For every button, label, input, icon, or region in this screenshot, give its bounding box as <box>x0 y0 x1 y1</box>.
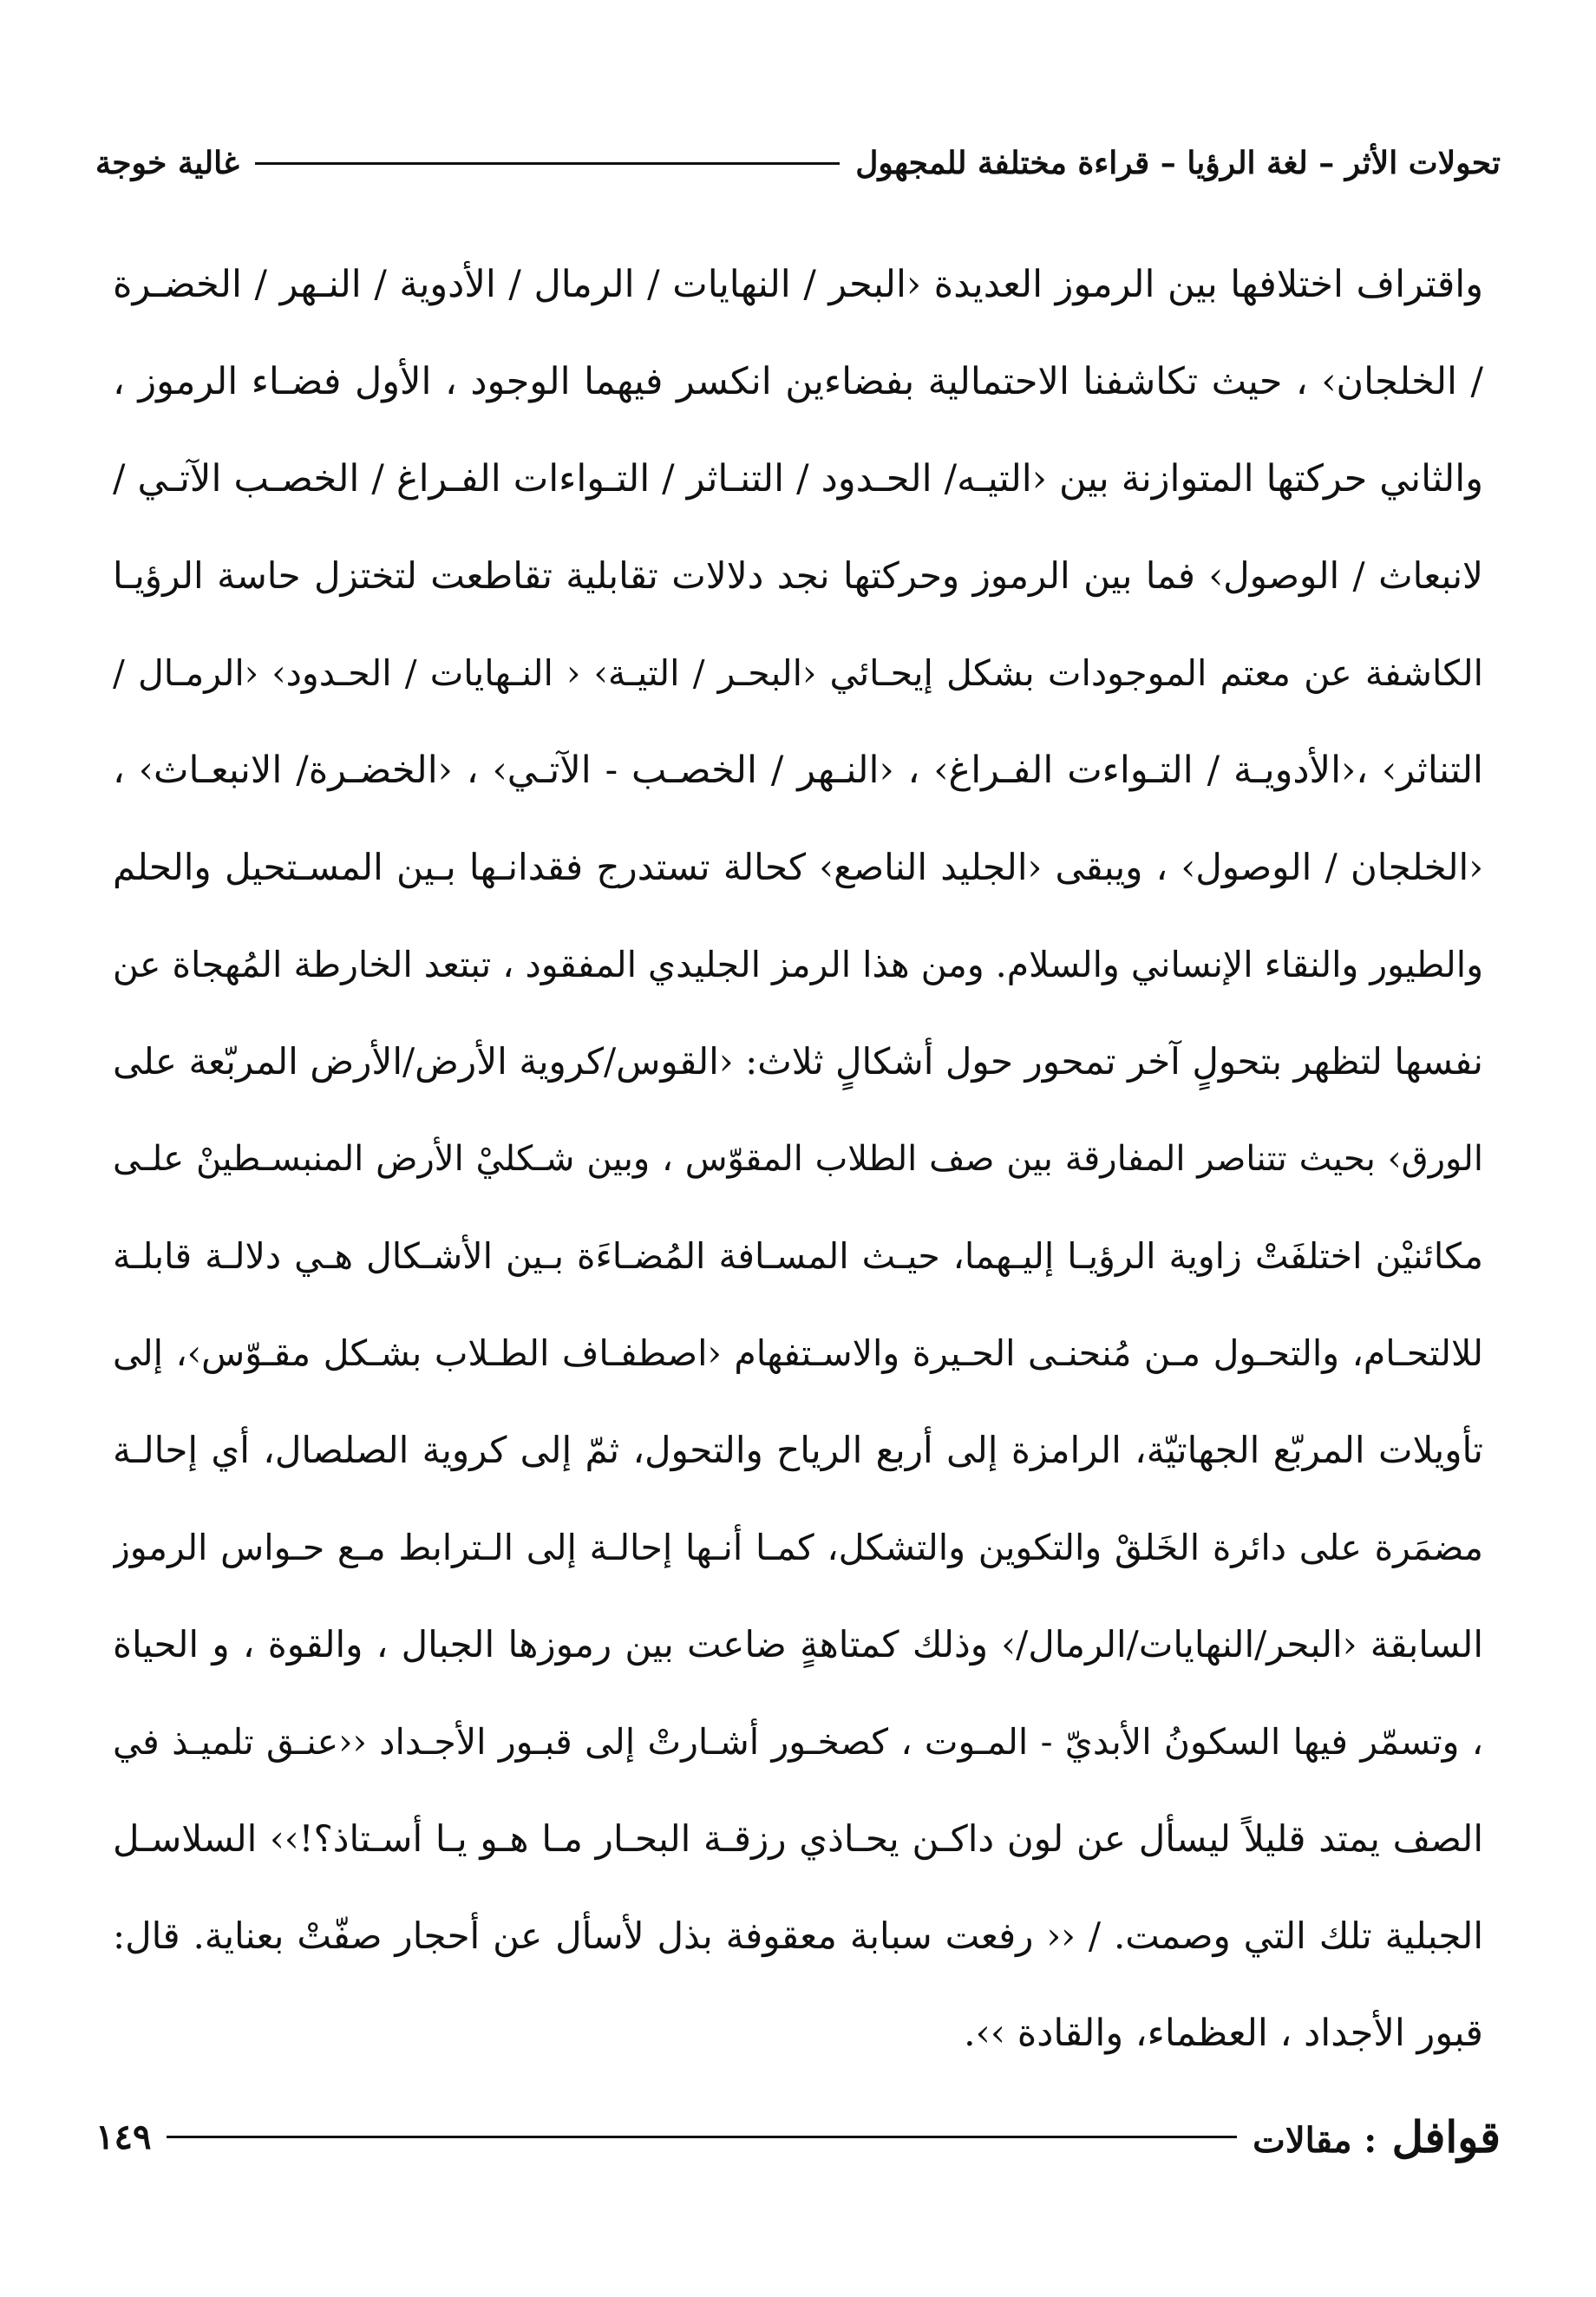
text-line: نفسها لتظهر بتحولٍ آخر تمحور حول أشكالٍ ثلاث: ‹القوس/كروية الأرض/الأرض المربّعة على <box>113 1040 1483 1083</box>
text-line: واقتراف اختلافها بين الرموز العديدة ‹البحر / النهايات / الرمال / الأدوية / النـهر / الخضـرة <box>113 263 1483 306</box>
header-title: تحولات الأثر – لغة الرؤيا – قراءة مختلفة للمجهول <box>855 145 1501 181</box>
text-line: والطيور والنقاء الإنساني والسلام. ومن هذا الرمز الجليدي المفقود ، تبتعد الخارطة المُهجاة عن <box>113 944 1483 985</box>
text-line: السابقة ‹البحر/النهايات/الرمال/› وذلك كمتاهةٍ ضاعت بين رموزها الجبال ، والقوة ، و الحياة <box>113 1623 1483 1665</box>
running-header <box>95 137 1501 189</box>
text-line: مكائنيْن اختلفَتْ زاوية الرؤيـا إليـهما، حيـث المسـافة المُضـاءَة بـين الأشـكال هـي دلالـة قابلـة <box>113 1235 1483 1277</box>
footer-section: : مقالات <box>1253 2119 1377 2161</box>
text-line-last: قبور الأجداد ، العظماء، والقادة ››. <box>964 2012 1483 2055</box>
page-number: ١٤٩ <box>95 2116 152 2157</box>
header-rule <box>255 162 840 165</box>
text-line: الجبلية تلك التي وصمت. / ‹‹ رفعت سبابة معقوفة بذل لأسأل عن أحجار صفّتْ بعناية. قال: <box>113 1914 1483 1957</box>
text-line: ، وتسمّر فيها السكونُ الأبديّ - المـوت ، كصخـور أشـارتْ إلى قبـور الأجـداد ‹‹عنـق تلميـذ في <box>113 1721 1483 1763</box>
text-line: التناثر› ،‹الأدويـة / التـواءت الفـراغ› ، ‹النـهر / الخصـب - الآتـي› ، ‹الخضـرة/ الانبعـاث› ، <box>113 749 1483 792</box>
footer-rule <box>167 2136 1237 2138</box>
text-line: لانبعاث / الوصول› فما بين الرموز وحركتها نجد دلالات تقابلية تقاطعت لتختزل حاسة الرؤيـا <box>113 554 1483 597</box>
header-author: غالية خوجة <box>95 145 239 181</box>
text-line: الكاشفة عن معتم الموجودات بشكل إيحـائي ‹البحـر / التيـة› ‹ النـهايات / الحـدود› ‹الرمـال / <box>113 652 1483 694</box>
running-footer <box>95 2106 1501 2167</box>
text-line: مضمَرة على دائرة الخَلقْ والتكوين والتشكل، كمـا أنـها إحالـة إلى الـترابط مـع حـواس الرموز <box>113 1527 1483 1568</box>
text-line: / الخلجان› ، حيث تكاشفنا الاحتمالية بفضاءين انكسر فيهما الوجود ، الأول فضـاء الرموز ، <box>113 360 1483 403</box>
text-line: الصف يمتد قليلاً ليسأل عن لون داكـن يحـاذي رزقـة البحـار مـا هـو يـا أسـتاذ؟!›› السلاسـل <box>113 1817 1483 1860</box>
text-line: ‹الخلجان / الوصول› ، ويبقى ‹الجليد الناصع› كحالة تستدرج فقدانـها بـين المسـتحيل والحلم <box>113 846 1483 888</box>
text-line: والثاني حركتها المتوازنة بين ‹التيـه/ الحـدود / التنـاثر / التـواءات الفـراغ / الخصـب الآتـي / <box>113 457 1483 501</box>
article-body <box>113 236 1483 2082</box>
footer-journal <box>1253 2111 1501 2163</box>
text-line: تأويلات المربّع الجهاتيّة، الرامزة إلى أربع الرياح والتحول، ثمّ إلى كروية الصلصال، أي إحالـة <box>113 1429 1483 1471</box>
text-line: للالتحـام، والتحـول مـن مُنحنـى الحـيرة والاسـتفهام ‹اصطفـاف الطـلاب بشـكل مقـوّس›، إلى <box>113 1332 1483 1374</box>
footer-journal-name: قوافل <box>1391 2110 1501 2163</box>
text-line: الورق› بحيث تتناصر المفارقة بين صف الطلاب المقوّس ، وبين شـكليْ الأرض المنبسـطينْ علـى <box>113 1139 1483 1179</box>
